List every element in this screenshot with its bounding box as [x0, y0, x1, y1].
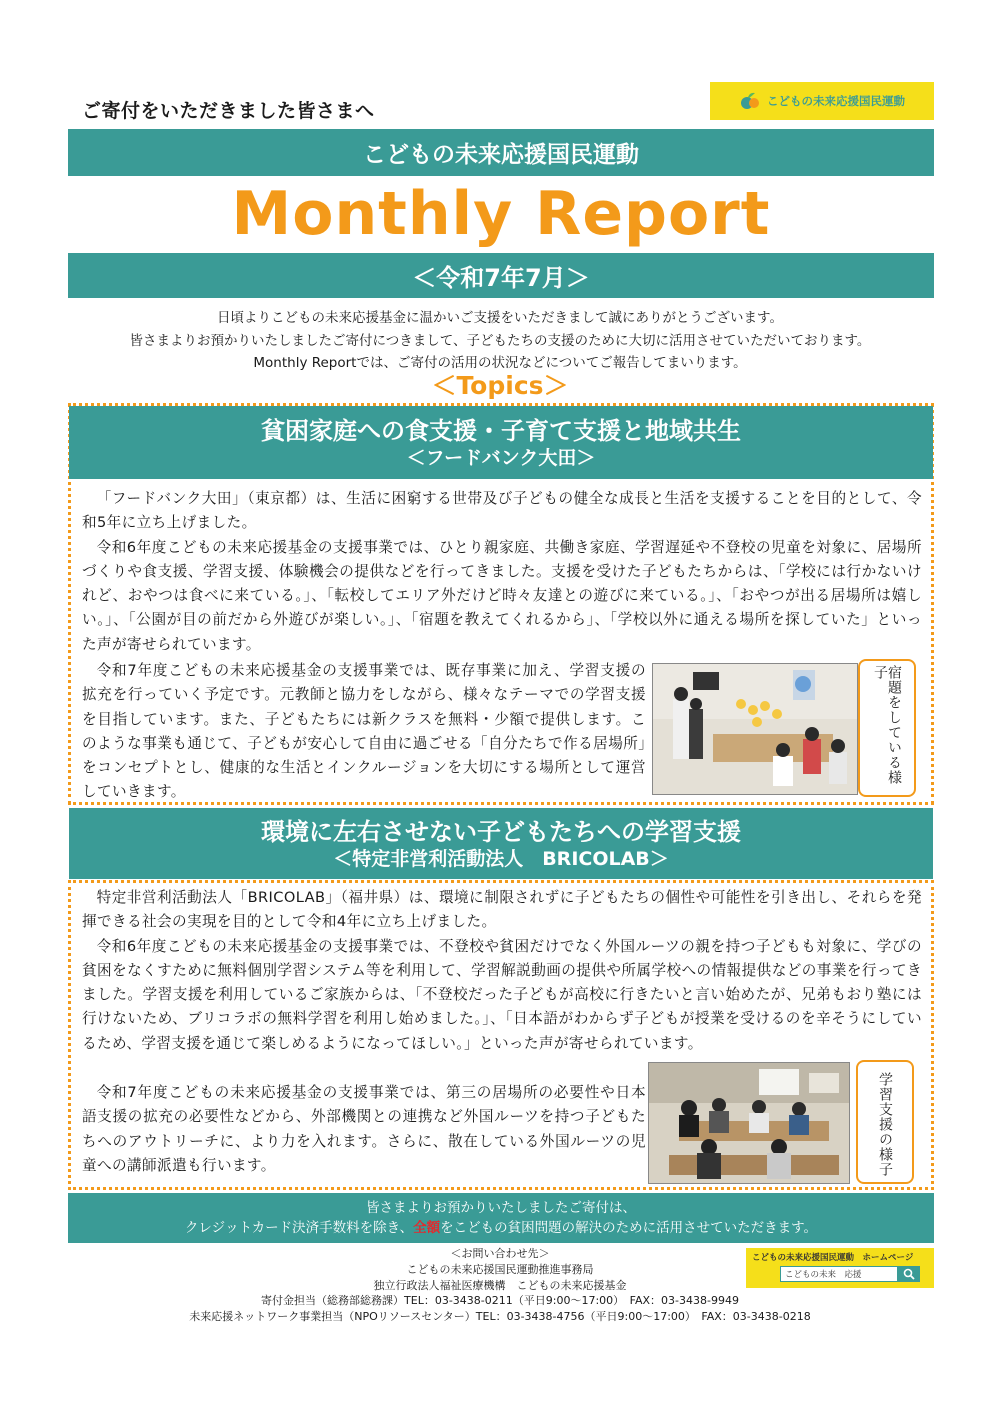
contact-info — [150, 1246, 850, 1325]
footer-banner — [68, 1193, 934, 1243]
section2-header — [69, 808, 933, 879]
search-button[interactable] — [898, 1266, 920, 1282]
classroom-photo-icon — [653, 664, 857, 794]
greeting-heading: ご寄付をいただきました皆さまへ — [82, 100, 375, 122]
contact-org: こどもの未来応援国民運動推進事務局 — [406, 1262, 594, 1276]
org-banner: こどもの未来応援国民運動 — [68, 129, 934, 176]
homework-photo — [652, 663, 858, 795]
leaf-logo-icon — [739, 92, 761, 110]
section1-body-top — [82, 487, 922, 657]
section1-title: 貧困家庭への食支援・子育て支援と地域共生 — [261, 416, 741, 445]
footer-text: クレジットカード決済手数料を除き、 — [184, 1220, 414, 1236]
contact-donation: 寄付金担当（総務部総務課）TEL：03-3438-0211（平日9:00～17:00） FAX：03-3438-9949 — [261, 1294, 739, 1308]
footer-line: 皆さまよりお預かりいたしましたご寄付は、 — [366, 1200, 636, 1216]
contact-network: 未来応援ネットワーク事業担当（NPOリソースセンター）TEL：03-3438-4756（平日9:00～17:00） FAX：03-3438-0218 — [189, 1310, 811, 1324]
section1-body-bottom — [82, 659, 646, 805]
topics-heading: ＜Topics＞ — [431, 371, 569, 400]
section2-paragraph: 令和7年度こどもの未来応援基金の支援事業では、第三の居場所の必要性や日本語支援の拡充の必要性などから、外部機関との連携など外国ルーツを持つ子どもたちへのアウトリーチに、より力を入れます。さらに、散在している外国ルーツの児童への講師派遣も行います。 — [82, 1084, 646, 1174]
section1-paragraph: 令和7年度こどもの未来応援基金の支援事業では、既存事業に加え、学習支援の拡充を行っていく予定です。元教師と協力をしながら、様々なテーマでの学習支援を目指しています。また、子どもたちには新クラスを無料・少額で提供します。このような事業も通じて、子どもが安心して自由に過ごせる「自分たちで作る居場所」をコンセプトとし、健康的な生活とインクルージョンを大切にする場所として運営していきます。 — [82, 662, 646, 801]
section1-header — [69, 406, 933, 479]
footer-line — [185, 1218, 817, 1238]
intro-text — [40, 307, 960, 375]
logo-text: こどもの未来応援国民運動 — [767, 94, 905, 108]
section1-paragraph: 令和6年度こどもの未来応援基金の支援事業では、ひとり親家庭、共働き家庭、学習遅延や不登校の児童を対象に、居場所づくりや食支援、学習支援、体験機会の提供などを行ってきました。支援を受けた子どもたちからは、「学校には行かないけれど、おやつは食べに来ている。」、「転校してエリア外だけど時々友達との遊びに来ている。」、「おやつが出る居場所は嬉しい。」、「公園が目の前だから外遊びが楽しい。」、「宿題を教えてくれるから」、「学校以外に通える場所を探していた」といった声が寄せられています。 — [82, 538, 922, 653]
section2-paragraph: 特定非営利活動法人「BRICOLAB」（福井県）は、環境に制限されずに子どもたちの個性や可能性を引き出し、それらを発揮できる社会の実現を目的として令和4年に立ち上げました。 — [82, 889, 922, 931]
full-amount-emphasis: 全額 — [413, 1220, 441, 1236]
intro-line: Monthly Reportでは、ご寄付の活用の状況などについてご報告してまいります。 — [253, 355, 747, 371]
search-icon — [903, 1268, 915, 1280]
section2-body-bottom — [82, 1081, 646, 1178]
section2-paragraph: 令和6年度こどもの未来応援基金の支援事業では、不登校や貧困だけでなく外国ルーツの親を持つ子どもも対象に、学びの貧困をなくすために無料個別学習システム等を利用して、学習解説動画の提供や所属学校への情報提供などの事業を行ってきました。学習支援を利用しているご家族からは、「不登校だった子どもが高校に行きたいと言い始めたが、兄弟もおり塾には行けないため、ブリコラボの無料学習を利用し始めました。」、「日本語がわからず子どもが授業を受けるのを辛そうにしているため、学習支援を通じて楽しめるようになってほしい。」といった声が寄せられています。 — [82, 937, 922, 1052]
study-room-photo-icon — [649, 1063, 849, 1183]
report-title: Monthly Report — [231, 179, 771, 249]
section2-subtitle: ＜特定非営利活動法人 BRICOLAB＞ — [333, 847, 669, 870]
intro-line: 日頃よりこどもの未来応援基金に温かいご支援をいただきまして誠にありがとうございます。 — [217, 310, 783, 326]
campaign-logo[interactable] — [710, 82, 934, 120]
study-support-photo — [648, 1062, 850, 1184]
section2-photo-caption: 学習支援の様子 — [856, 1060, 914, 1184]
section2-title: 環境に左右させない子どもたちへの学習支援 — [261, 817, 741, 846]
section1-subtitle: ＜フードバンク大田＞ — [406, 446, 596, 469]
section1-photo-caption: 宿題をしている様子 — [858, 659, 916, 797]
homepage-search-field[interactable]: こどもの未来 応援 — [780, 1266, 898, 1282]
homepage-label: こどもの未来応援国民運動 ホームページ — [752, 1253, 914, 1263]
contact-org: 独立行政法人福祉医療機構 こどもの未来応援基金 — [373, 1278, 627, 1292]
contact-heading: ＜お問い合わせ先＞ — [450, 1247, 550, 1260]
footer-text: をこどもの貧困問題の解決のために活用させていただきます。 — [440, 1220, 818, 1236]
section1-paragraph: 「フードバンク大田」（東京都）は、生活に困窮する世帯及び子どもの健全な成長と生活を支援することを目的として、令和5年に立ち上げました。 — [82, 490, 922, 532]
month-banner: ＜令和7年7月＞ — [68, 253, 934, 298]
homepage-search-box[interactable] — [746, 1248, 934, 1288]
intro-line: 皆さまよりお預かりいたしましたご寄付につきまして、子どもたちの支援のために大切に活用させていただいております。 — [129, 332, 871, 349]
section2-body-top — [82, 886, 922, 1056]
